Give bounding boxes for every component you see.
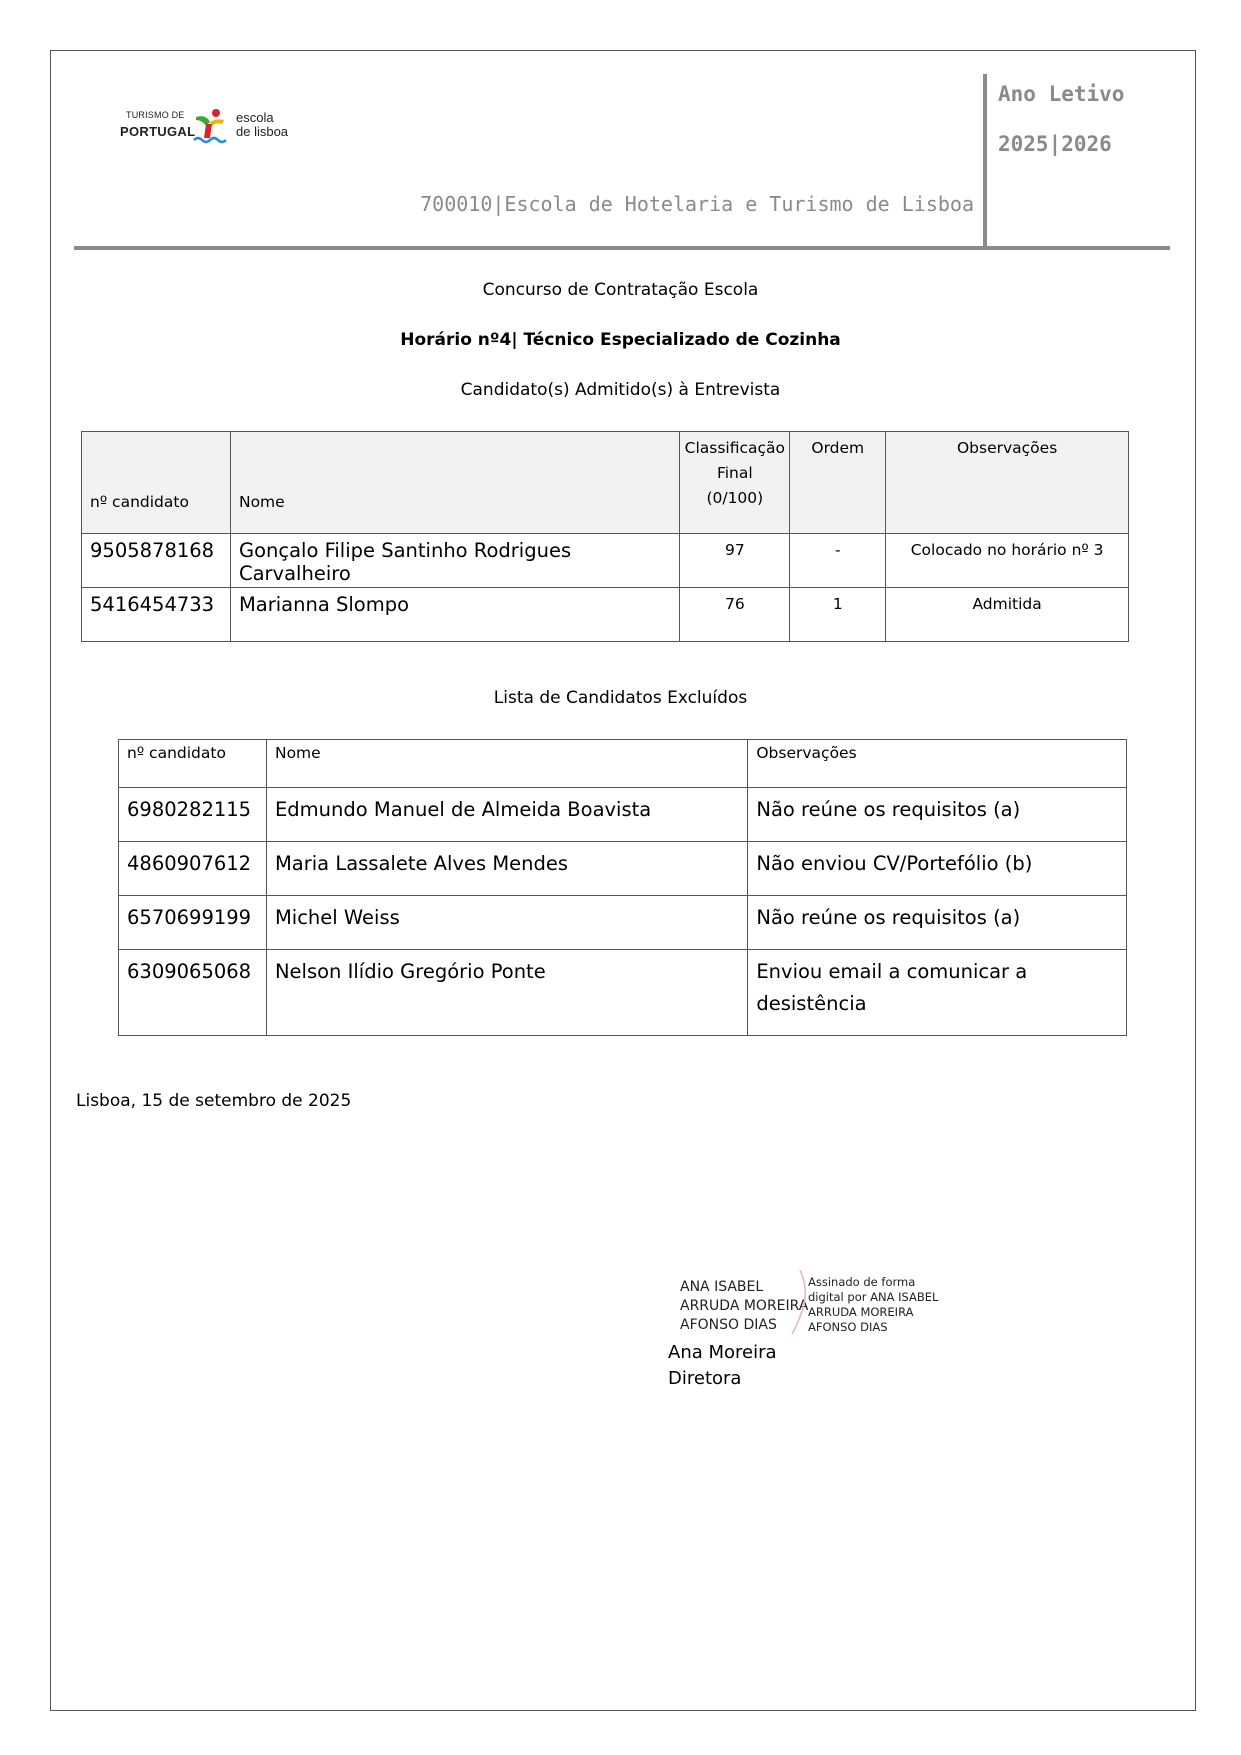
- header-classificacao: [680, 432, 790, 534]
- cell-nome: Nelson Ilídio Gregório Ponte: [266, 950, 747, 1036]
- table-row: [82, 588, 1129, 642]
- header-horizontal-divider: [74, 246, 1170, 250]
- cell-nome: Marianna Slompo: [230, 588, 679, 642]
- header-ordem: Ordem: [790, 432, 886, 534]
- horario-title: Horário nº4| Técnico Especializado de Cozinha: [400, 330, 841, 350]
- logo-escola-text: [236, 111, 288, 139]
- table-header-row: [119, 740, 1127, 788]
- cell-numero: 6570699199: [119, 896, 267, 950]
- table-row: [119, 896, 1127, 950]
- digital-signature-note: [808, 1275, 938, 1335]
- signature-note-line: AFONSO DIAS: [808, 1320, 888, 1334]
- header-nome: Nome: [266, 740, 747, 788]
- cell-observacoes: [748, 842, 1127, 896]
- cell-observacoes: Colocado no horário nº 3: [886, 534, 1129, 588]
- cell-numero: 9505878168: [82, 534, 231, 588]
- admitted-table: [81, 431, 1129, 642]
- header-classificacao-line-2: Final: [716, 464, 753, 482]
- turismo-portugal-logo: [120, 108, 310, 148]
- document-date: Lisboa, 15 de setembro de 2025: [76, 1091, 352, 1111]
- logo-turismo-small: TURISMO DE: [126, 110, 185, 120]
- cell-observacoes-line-2: desistência: [756, 992, 867, 1015]
- signer-name: Ana Moreira: [668, 1342, 777, 1363]
- excluidos-title: Lista de Candidatos Excluídos: [493, 688, 748, 708]
- cell-classificacao: 97: [680, 534, 790, 588]
- table-row: [119, 842, 1127, 896]
- header-nome: Nome: [230, 432, 679, 534]
- logo-escola-line-2: de lisboa: [236, 124, 289, 139]
- signature-name-line: AFONSO DIAS: [680, 1317, 777, 1333]
- logo-turismo-big: PORTUGAL: [120, 124, 196, 139]
- cell-classificacao: 76: [680, 588, 790, 642]
- header-numero: nº candidato: [82, 432, 231, 534]
- school-name: 700010|Escola de Hotelaria e Turismo de Lisboa: [420, 192, 974, 216]
- concurso-title: Concurso de Contratação Escola: [482, 280, 759, 300]
- signer-block: [668, 1340, 777, 1392]
- cell-nome: Maria Lassalete Alves Mendes: [266, 842, 747, 896]
- admitidos-title: Candidato(s) Admitido(s) à Entrevista: [460, 380, 781, 400]
- table-row: [119, 788, 1127, 842]
- cell-nome: Edmundo Manuel de Almeida Boavista: [266, 788, 747, 842]
- cell-ordem: 1: [790, 588, 886, 642]
- cell-nome: Gonçalo Filipe Santinho Rodrigues Carvalheiro: [230, 534, 679, 588]
- signer-role: Diretora: [668, 1368, 742, 1389]
- table-row: [119, 950, 1127, 1036]
- cell-numero: 6980282115: [119, 788, 267, 842]
- cell-observacoes: [748, 788, 1127, 842]
- header-observacoes: Observações: [886, 432, 1129, 534]
- ano-letivo-value: 2025|2026: [998, 132, 1112, 156]
- header-classificacao-line-3: (0/100): [706, 489, 764, 507]
- cell-observacoes: [748, 896, 1127, 950]
- cell-observacoes: Admitida: [886, 588, 1129, 642]
- table-header-row: [82, 432, 1129, 534]
- cell-numero: 5416454733: [82, 588, 231, 642]
- cell-nome: Michel Weiss: [266, 896, 747, 950]
- portugal-emblem-icon: [192, 108, 228, 146]
- ano-letivo-label: Ano Letivo: [998, 82, 1125, 106]
- header-observacoes: Observações: [748, 740, 1127, 788]
- cell-observacoes-line-1: Não enviou CV/Portefólio (b): [756, 852, 1033, 875]
- excluded-table: [118, 739, 1127, 1036]
- table-row: [82, 534, 1129, 588]
- header-numero: nº candidato: [119, 740, 267, 788]
- cell-ordem: -: [790, 534, 886, 588]
- signature-name-line: ANA ISABEL: [680, 1279, 764, 1295]
- signature-name-line: ARRUDA MOREIRA: [680, 1298, 809, 1314]
- signature-note-line: digital por ANA ISABEL: [808, 1290, 939, 1304]
- signature-note-line: ARRUDA MOREIRA: [808, 1305, 914, 1319]
- cell-numero: 6309065068: [119, 950, 267, 1036]
- signature-note-line: Assinado de forma: [808, 1275, 916, 1289]
- header-vertical-divider: [983, 74, 987, 248]
- logo-escola-line-1: escola: [236, 110, 274, 125]
- cell-observacoes-line-1: Não reúne os requisitos (a): [756, 798, 1021, 821]
- cell-observacoes-line-1: Não reúne os requisitos (a): [756, 906, 1021, 929]
- header-classificacao-line-1: Classificação: [684, 439, 786, 457]
- cell-numero: 4860907612: [119, 842, 267, 896]
- cell-observacoes: [748, 950, 1127, 1036]
- cell-observacoes-line-1: Enviou email a comunicar a: [756, 960, 1028, 983]
